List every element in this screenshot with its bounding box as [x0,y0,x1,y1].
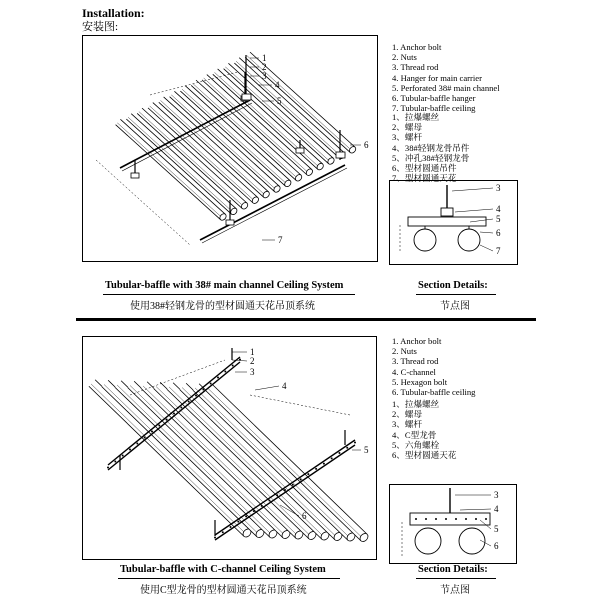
hexagon-bolt [158,425,160,427]
leader-line [460,509,491,510]
legend-item: 5. Hexagon bolt [392,376,448,387]
legend-item: 5、冲孔38#轻钢龙骨 [392,152,470,163]
hexagon-bolt [475,518,477,520]
detail-callout-number: 6 [494,541,499,551]
legend-item: 5、六角螺栓 [392,439,440,450]
tube-section [415,528,441,554]
hexagon-bolt [354,442,356,444]
section-detail-1 [400,185,486,252]
hexagon-bolt [224,371,226,373]
hexagon-bolt [253,510,255,512]
legend-item: 7. Tubular-baffle ceiling [392,103,476,114]
tube-edge [234,63,339,158]
callout-number: 3 [250,367,255,377]
hexagon-bolt [151,431,153,433]
caption-en-2: Tubular-baffle with C-channel Ceiling System [120,564,326,575]
legend-item: 6. Tubular-baffle ceiling [392,386,476,397]
hexagon-bolt [445,518,447,520]
hexagon-bolt [107,467,109,469]
detail-title-1: Section Details: [418,280,488,291]
legend-item: 3、螺杆 [392,419,423,430]
c-channel [410,513,490,525]
caption-cn-2: 使用C型龙骨的型材圆通天花吊顶系统 [140,585,307,596]
detail-title-cn-2: 节点图 [440,585,470,596]
hanger [226,220,234,225]
detail-title-2: Section Details: [418,564,488,575]
callout-number: 1 [262,53,267,63]
hexagon-bolt [300,478,302,480]
leader-line [255,386,279,390]
detail-callout-number: 7 [496,246,501,256]
tube-section [459,528,485,554]
legend-item: 4、C型龙骨 [392,429,437,440]
legend-item: 5. Perforated 38# main channel [392,82,500,93]
hexagon-bolt [210,383,212,385]
legend-item: 3. Thread rod [392,62,439,73]
hexagon-bolt [245,515,247,517]
hexagon-bolt [173,413,175,415]
legend-item: 2、螺母 [392,122,423,133]
leader-line [480,245,493,251]
legend-item: 3. Thread rod [392,356,439,367]
hexagon-bolt [268,500,270,502]
hexagon-bolt [188,401,190,403]
legend-item: 6、型材圆通天花 [392,449,457,460]
hexagon-bolt [144,437,146,439]
caption-cn-1: 使用38#轻钢龙骨的型材圆通天花吊顶系统 [130,301,315,312]
section-detail-2 [402,488,490,556]
hexagon-bolt [129,449,131,451]
hexagon-bolt [261,505,263,507]
hexagon-bolt [237,521,239,523]
detail-callout-number: 5 [496,214,501,224]
callout-number: 5 [364,445,369,455]
hanger [441,208,453,216]
ceiling-isometric-1 [96,52,357,245]
legend-item: 2. Nuts [392,52,417,63]
leader-line [455,209,493,212]
hexagon-bolt [166,419,168,421]
hexagon-bolt [276,494,278,496]
hexagon-bolt [435,518,437,520]
callout-number: 2 [262,62,267,72]
detail-callout-number: 4 [496,204,501,214]
caption-en-1: Tubular-baffle with 38# main channel Ceiling System [105,280,344,291]
hexagon-bolt [122,455,124,457]
legend-item: 7、型材圆通天花 [392,173,457,184]
leader-line [480,232,493,233]
legend-item: 3、螺杆 [392,132,423,143]
hexagon-bolt [455,518,457,520]
legend-item: 1. Anchor bolt [392,336,442,346]
legend-item: 1. Anchor bolt [392,42,442,52]
leader-line [452,188,493,191]
hexagon-bolt [214,537,216,539]
hexagon-bolt [239,359,241,361]
ceiling-isometric-2 [89,348,370,543]
hanger [336,152,345,158]
legend-item: 4. C-channel [392,366,436,377]
tube-edge [120,119,225,214]
callout-number: 3 [262,71,267,81]
hexagon-bolt [315,468,317,470]
hexagon-bolt [202,389,204,391]
legend-item: 4. Hanger for main carrier [392,72,482,83]
detail-callout-number: 3 [494,490,499,500]
detail-title-cn-1: 节点图 [440,301,470,312]
detail-callout-number: 4 [494,504,499,514]
hanger [242,94,251,100]
tube-edge [245,57,350,152]
hexagon-bolt [284,489,286,491]
callout-number: 1 [250,347,255,357]
detail-callout-number: 3 [496,183,501,193]
callout-number: 6 [302,511,307,521]
callout-number: 5 [277,96,282,106]
hexagon-bolt [232,365,234,367]
hexagon-bolt [425,518,427,520]
hexagon-bolt [415,518,417,520]
tube-section [414,229,436,251]
hanger [296,148,304,153]
hexagon-bolt [465,518,467,520]
hexagon-bolt [323,463,325,465]
hexagon-bolt [331,457,333,459]
hexagon-bolt [338,452,340,454]
legend-item: 1、拉爆螺丝 [392,399,440,409]
hexagon-bolt [195,395,197,397]
hexagon-bolt [230,526,232,528]
hexagon-bolt [485,518,487,520]
legend-item: 2. Nuts [392,346,417,357]
hexagon-bolt [136,443,138,445]
legend-item: 6、型材圆通吊件 [392,162,457,173]
legend-item: 6. Tubular-baffle hanger [392,92,476,103]
detail-callout-number: 5 [494,524,499,534]
hexagon-bolt [217,377,219,379]
callout-number: 2 [250,356,255,366]
hexagon-bolt [307,473,309,475]
callout-number: 4 [275,80,280,90]
tube-section [458,229,480,251]
hexagon-bolt [180,407,182,409]
legend-item: 1、拉爆螺丝 [392,112,440,122]
installation-title-cn: 安装图: [82,21,119,33]
tube-edge [131,114,236,209]
hexagon-bolt [292,484,294,486]
legend-item: 2、螺母 [392,409,423,420]
callout-number: 6 [364,140,369,150]
hanger [131,173,139,178]
detail-callout-number: 6 [496,228,501,238]
callout-number: 4 [282,381,287,391]
dimension-line [250,395,350,415]
hexagon-bolt [114,461,116,463]
hexagon-bolt [222,531,224,533]
installation-title: Installation: [82,6,145,20]
legend-item: 4、38#轻钢龙骨吊件 [392,142,470,153]
hexagon-bolt [346,447,348,449]
callout-number: 7 [278,235,283,245]
